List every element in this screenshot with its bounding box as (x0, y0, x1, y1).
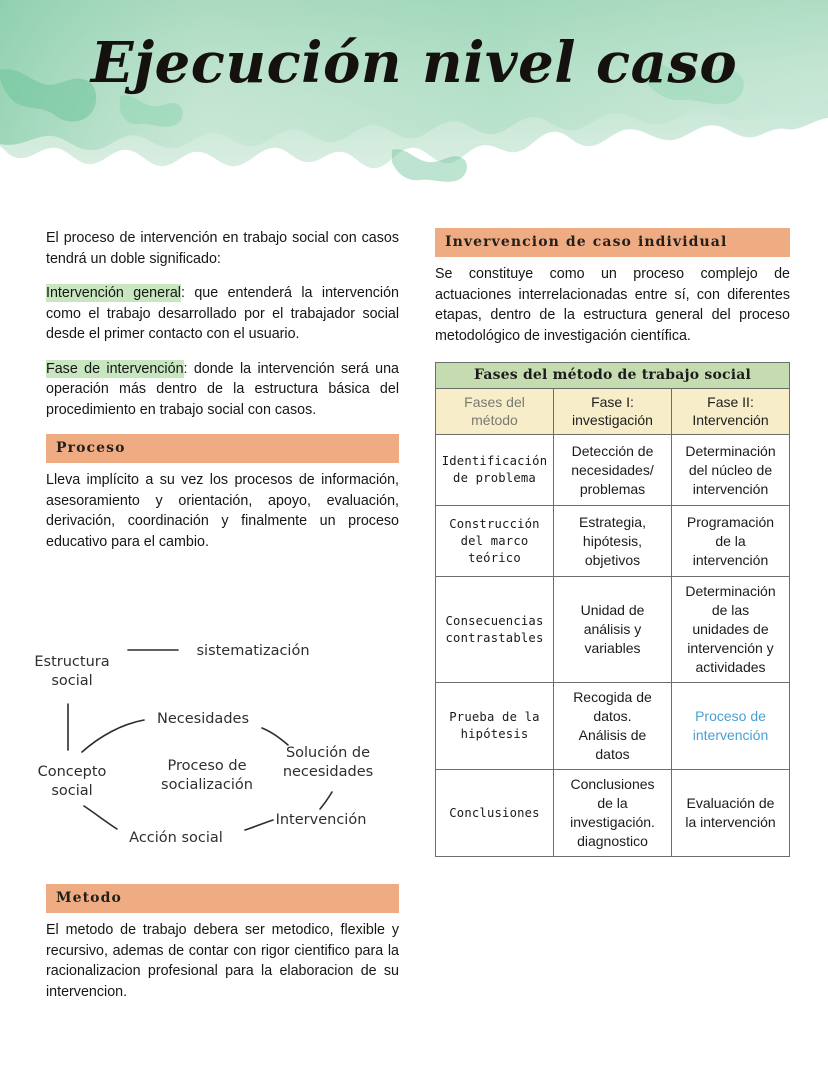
cell-line: intervención y (687, 640, 774, 656)
column-header-fase-ii (672, 389, 790, 435)
metodo-paragraph: El metodo de trabajo debera ser metodico, flexible y recursivo, ademas de contar con rigor cientifico para la racionalizacion profesional para la elaboracion de su intervencion. (46, 922, 399, 1000)
table-cell-phase (436, 683, 554, 770)
left-intro-paragraph: El proceso de intervención en trabajo social con casos tendrá un doble significado: (46, 230, 399, 267)
cell-line: la intervención (685, 814, 776, 830)
left-item-2 (46, 359, 399, 421)
cell-line: actividades (695, 659, 766, 675)
table-header-row (436, 389, 790, 435)
cell-line: Consecuencias (445, 613, 544, 628)
cell-line: Análisis de (578, 727, 647, 743)
cell-line: hipótesis, (582, 532, 643, 549)
right-intro-paragraph: Se constituye como un proceso complejo de actuaciones interrelacionadas entre sí, con diferentes etapas, dentro de la estructura general del proceso metodológico de investigación científica. (435, 266, 790, 344)
column-header-line: Fase II: (707, 394, 754, 410)
table-cell-fase-i (554, 435, 672, 506)
metodo-block (46, 884, 399, 1002)
left-column (46, 228, 399, 552)
table-cell-fase-ii (672, 435, 790, 506)
table-cell-phase (436, 577, 554, 683)
table-row (436, 577, 790, 683)
column-header-line: Fases del (464, 394, 525, 410)
table-row (436, 506, 790, 577)
section-heading-invervencion: Invervencion de caso individual (435, 228, 790, 257)
cell-line: Evaluación de (686, 795, 775, 811)
table-cell-phase (436, 506, 554, 577)
diagram-label-sistematizacion: sistematización (196, 643, 310, 659)
table-cell-phase (436, 770, 554, 857)
cell-line: objetivos (584, 551, 641, 568)
cell-line: datos. (593, 708, 632, 724)
column-header-line: investigación (572, 412, 653, 428)
table-title-cell: Fases del método de trabajo social (436, 363, 790, 389)
diagram-label-concepto-line1: Concepto (37, 764, 107, 780)
section-heading-proceso: Proceso (46, 434, 399, 463)
table-cell-fase-i (554, 770, 672, 857)
diagram-label-accion-social: Acción social (129, 830, 223, 846)
table-row (436, 435, 790, 506)
table-cell-phase (436, 435, 554, 506)
table-cell-fase-ii (672, 506, 790, 577)
cell-line: Construcción (449, 516, 540, 531)
highlight-intervencion-general: Intervención general (46, 285, 181, 301)
cell-line: Programación (686, 513, 775, 530)
diagram-label-necesidades: Necesidades (156, 711, 250, 727)
cell-line: de las (711, 602, 750, 618)
table-title-row (436, 363, 790, 389)
cell-line: del marco (460, 533, 529, 548)
diagram-label-proceso-line1: Proceso de (167, 758, 247, 774)
cell-line: intervención (692, 551, 769, 568)
table-row (436, 770, 790, 857)
cell-line: variables (584, 640, 641, 656)
cell-line: intervención (692, 480, 769, 497)
cell-line: Determinación (685, 583, 776, 599)
cell-line: datos (595, 746, 630, 762)
column-header-fase-i (554, 389, 672, 435)
connector-concepto-necesidades (82, 720, 144, 752)
cell-line: Detección de (571, 442, 654, 459)
cell-line: problemas (579, 480, 646, 497)
diagram-label-solucion-line2: necesidades (282, 764, 374, 780)
left-item-2-text: : donde la intervención será una operación más dentro de la estructura básica del procedimiento en trabajo social con casos. (46, 360, 399, 418)
cell-line: Identificación (441, 454, 548, 468)
cell-line: teórico (468, 550, 521, 565)
fases-table-container (435, 362, 790, 857)
connector-concepto-accion (84, 806, 117, 829)
table-cell-fase-ii (672, 577, 790, 683)
column-header-line: método (471, 412, 518, 428)
table-row (436, 683, 790, 770)
connector-necesidades-solucion (262, 728, 288, 745)
table-cell-fase-i (554, 577, 672, 683)
table-cell-fase-ii (672, 770, 790, 857)
table-cell-fase-i (554, 683, 672, 770)
connector-solucion-intervencion (320, 792, 332, 809)
table-cell-fase-i (554, 506, 672, 577)
cell-line: Estrategia, (579, 513, 646, 530)
cell-line: investigación. (570, 814, 655, 830)
cell-line: Conclusiones (449, 805, 540, 820)
cell-line: Proceso de (695, 708, 766, 724)
cell-line: análisis y (583, 621, 642, 637)
cell-line: Prueba de la (449, 710, 540, 724)
cell-line: de la (597, 795, 628, 811)
diagram-label-solucion-line1: Solución de (285, 745, 371, 761)
section-heading-metodo: Metodo (46, 884, 399, 913)
diagram-label-estructura-line1: Estructura (34, 654, 110, 670)
cell-line: de la (715, 532, 746, 549)
cycle-diagram (20, 624, 420, 859)
fases-table (435, 362, 790, 857)
left-item-1 (46, 283, 399, 345)
proceso-paragraph: Lleva implícito a su vez los procesos de información, asesoramiento y orientación, apoyo, evaluación, derivación, coordinación y finalmente un proceso educativo para el cambio. (46, 472, 399, 550)
column-header-line: Intervención (692, 412, 769, 428)
connector-intervencion-accion (245, 820, 273, 830)
cell-line: de problema (453, 471, 536, 485)
diagram-label-intervencion: Intervención (275, 812, 367, 828)
diagram-label-estructura-line2: social (51, 673, 93, 689)
column-header-line: Fase I: (591, 394, 634, 410)
table-cell-fase-ii (672, 683, 790, 770)
diagram-label-concepto-line2: social (51, 783, 93, 799)
right-column (435, 228, 790, 857)
diagram-label-proceso-line2: socialización (161, 777, 253, 793)
cell-line: Determinación (685, 442, 776, 459)
header-banner (0, 0, 828, 200)
cell-line: unidades de (692, 621, 769, 637)
cell-line: intervención (692, 727, 769, 743)
highlight-fase-de-intervencion: Fase de intervención (46, 360, 184, 377)
left-item-1-text: : que entenderá la intervención como el trabajo desarrollado por el trabajador social desde el primer contacto con el usuario. (46, 285, 399, 342)
cell-line: Unidad de (580, 602, 645, 618)
cell-line: Conclusiones (570, 776, 655, 792)
cell-line: necesidades/ (571, 461, 654, 478)
page-title: Ejecución nivel caso (90, 30, 738, 96)
column-header-fases-del-metodo (436, 389, 554, 435)
cell-line: hipótesis (460, 727, 529, 741)
cell-line: diagnostico (577, 833, 648, 849)
cell-line: del núcleo de (688, 461, 773, 478)
cell-line: Recogida de (573, 689, 652, 705)
cell-line: contrastables (445, 630, 544, 645)
